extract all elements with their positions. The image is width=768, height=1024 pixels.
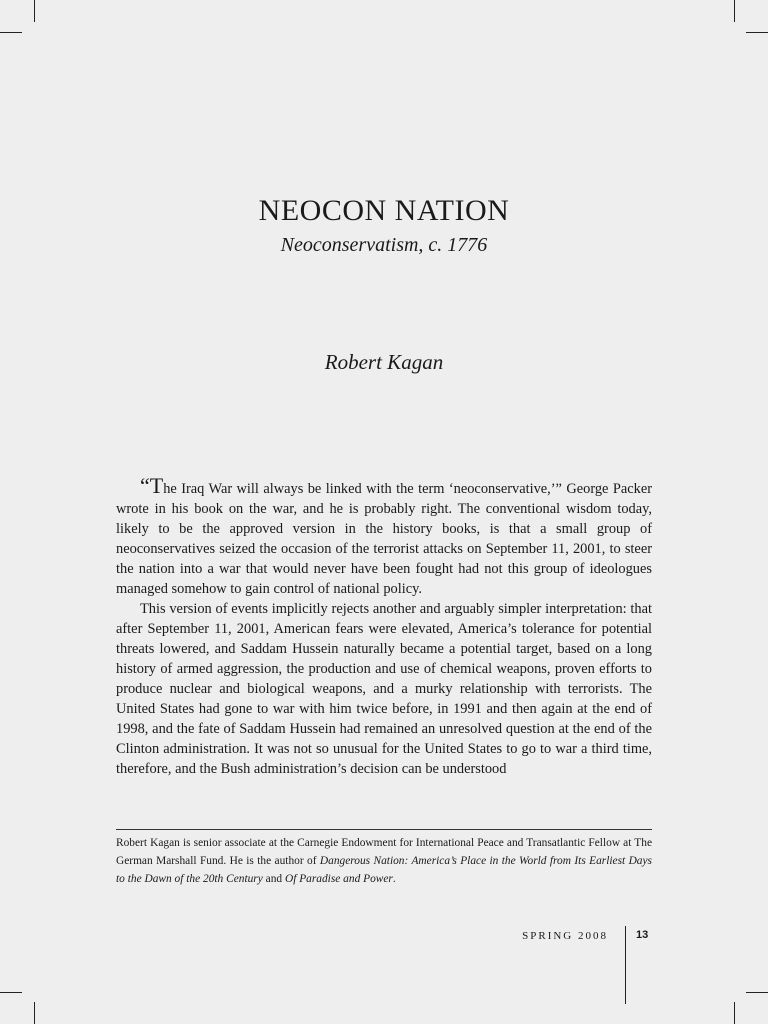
footnote-rule xyxy=(116,829,652,830)
issue-season: SPRING 2008 xyxy=(522,930,608,942)
crop-mark xyxy=(746,32,768,33)
page-number: 13 xyxy=(636,929,649,941)
footnote-end: . xyxy=(392,873,396,885)
drop-cap: “T xyxy=(140,473,164,498)
paragraph-1-text: he Iraq War will always be linked with the term ‘neoconservative,’” George Packer wrote in his book on the war, and he is probably right. The conventional wisdom today, likely to be the approved version in the history books, is that a small group of neoconservatives seized the occasion of the terrorist attacks on September 11, 2001, to steer the nation into a war that would never have been fought had not this group of ideologues managed somehow to gain control of national policy. xyxy=(116,481,652,597)
crop-mark xyxy=(34,1002,35,1024)
paragraph-2: This version of events implicitly rejects another and arguably simpler interpretation: that after September 11, 2001, American fears were elevated, America’s tolerance for potential threats lowered, and Saddam Hussein naturally became a potential target, based on a long history of armed aggression, the production and use of chemical weapons, proven efforts to produce nuclear and biological weapons, and a murky relationship with terrorists. The United States had gone to war with him twice before, in 1991 and then again at the end of 1998, and the fate of Saddam Hussein had remained an unresolved question at the end of the Clinton administration. It was not so unusual for the United States to go to war a third time, therefore, and the Bush administration’s decision can be understood xyxy=(116,601,652,777)
book-title: Dangerous Nation: America’s Place in the World from Its Earliest Days to the Dawn of the 20th Century xyxy=(116,855,652,885)
footnote-text: Robert Kagan is senior associate at the Carnegie Endowment for International Peace and Transatlantic Fellow at The German Marshall Fund. He is the author of xyxy=(116,837,652,867)
article-body xyxy=(116,473,652,779)
author-footnote xyxy=(116,834,652,888)
article-title: NEOCON NATION xyxy=(258,194,510,227)
article-subtitle: Neoconservatism, c. 1776 xyxy=(280,234,488,256)
article-author: Robert Kagan xyxy=(324,350,444,374)
crop-mark xyxy=(0,992,22,993)
footer-divider xyxy=(625,926,626,1004)
book-title: Of Paradise and Power xyxy=(284,873,393,885)
crop-mark xyxy=(734,1002,735,1024)
paragraph-1 xyxy=(116,473,652,599)
crop-mark xyxy=(0,32,22,33)
crop-mark xyxy=(34,0,35,22)
footnote-and: and xyxy=(262,873,285,885)
crop-mark xyxy=(734,0,735,22)
crop-mark xyxy=(746,992,768,993)
